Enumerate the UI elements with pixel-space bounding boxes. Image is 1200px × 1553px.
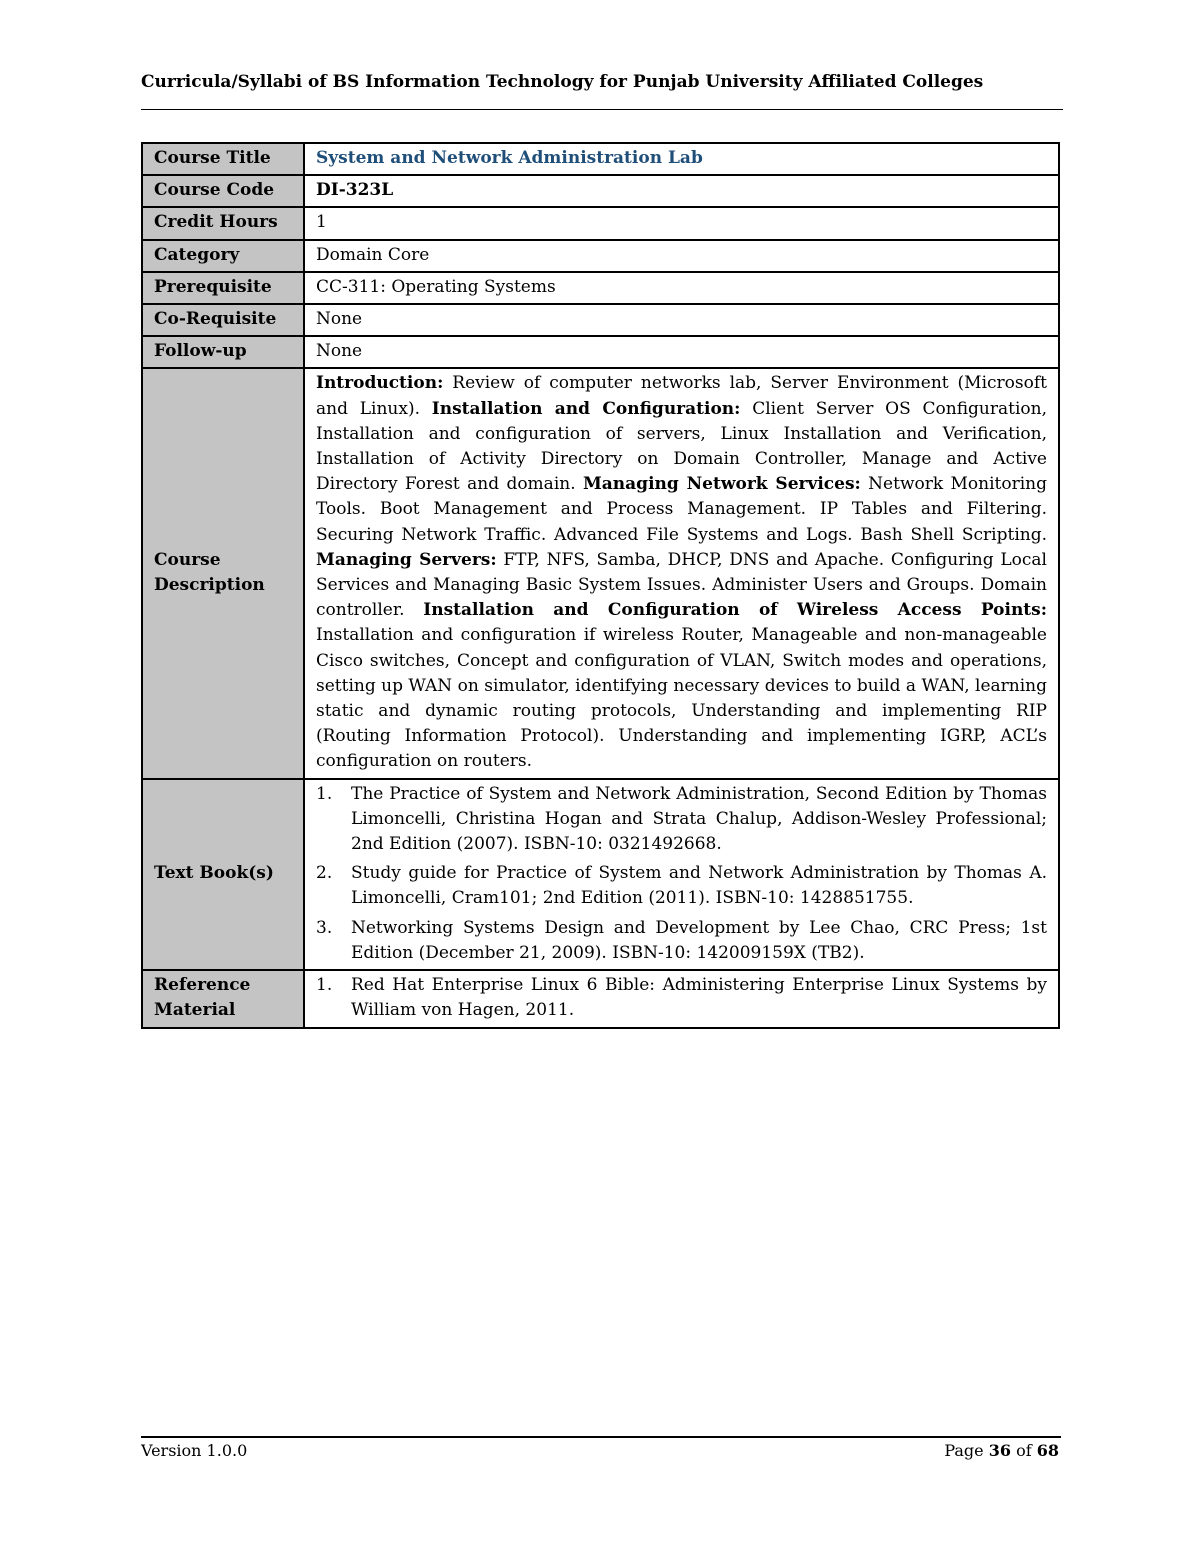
course-table: [141, 142, 1060, 1029]
course-code-value: DI-323L: [304, 175, 1059, 207]
text-books-value: [304, 779, 1059, 970]
table-row: [142, 336, 1059, 368]
desc-segment-bold: Managing Servers:: [316, 549, 497, 570]
credit-hours-value: 1: [304, 207, 1059, 239]
course-description-value: [304, 368, 1059, 778]
list-item-number: 1.: [316, 783, 333, 804]
list-item-number: 2.: [316, 863, 333, 884]
list-item: [316, 782, 1047, 858]
list-item-text: Networking Systems Design and Development by Lee Chao, CRC Press; 1st Edition (December 21, 2009). ISBN-10: 142009159X (TB2).: [351, 917, 1047, 963]
course-title-value: System and Network Administration Lab: [304, 143, 1059, 175]
course-description-label: Course Description: [142, 368, 304, 778]
footer-page-number: [944, 1441, 1059, 1460]
header-divider: [141, 109, 1063, 110]
category-value: Domain Core: [304, 240, 1059, 272]
desc-segment-bold: Managing Network Services:: [582, 474, 861, 495]
follow-up-label: Follow-up: [142, 336, 304, 368]
co-requisite-label: Co-Requisite: [142, 304, 304, 336]
table-row: [142, 240, 1059, 272]
desc-segment: Network Monitoring Tools. Boot Management and Process Management. IP Tables and Filtering. Securing Network Traffic. Advanced File Systems and Logs. Bash Shell Scripting.: [316, 474, 1048, 545]
desc-segment: FTP, NFS, Samba, DHCP, DNS and Apache. Configuring Local Services and Managing Basic System Issues. Administer Users and Groups. Domain controller.: [316, 549, 1047, 621]
footer-divider: [141, 1436, 1061, 1438]
list-item: [316, 973, 1047, 1023]
prerequisite-label: Prerequisite: [142, 272, 304, 304]
list-item-number: 1.: [316, 975, 333, 996]
desc-segment-bold: Installation and Configuration of Wireless Access Points:: [423, 600, 1048, 621]
list-item: [316, 861, 1047, 911]
course-title-label: Course Title: [142, 143, 304, 175]
list-item-text: Study guide for Practice of System and Network Administration by Thomas A. Limoncelli, Cram101; 2nd Edition (2011). ISBN-10: 1428851755.: [351, 863, 1047, 909]
credit-hours-label: Credit Hours: [142, 207, 304, 239]
table-row: [142, 143, 1059, 175]
follow-up-value: None: [304, 336, 1059, 368]
desc-segment-bold: Installation and Configuration:: [431, 398, 741, 419]
text-books-label: Text Book(s): [142, 779, 304, 970]
table-row: [142, 368, 1059, 778]
list-item-number: 3.: [316, 917, 333, 938]
reference-material-value: [304, 970, 1059, 1027]
table-row: [142, 175, 1059, 207]
reference-list: [316, 973, 1047, 1023]
reference-material-label: Reference Material: [142, 970, 304, 1027]
table-row: [142, 207, 1059, 239]
page-prefix: Page: [944, 1441, 984, 1460]
table-row: [142, 970, 1059, 1027]
category-label: Category: [142, 240, 304, 272]
course-code-label: Course Code: [142, 175, 304, 207]
table-row: [142, 304, 1059, 336]
co-requisite-value: None: [304, 304, 1059, 336]
list-item-text: Red Hat Enterprise Linux 6 Bible: Administering Enterprise Linux Systems by William von Hagen, 2011.: [351, 975, 1047, 1021]
footer-version: Version 1.0.0: [141, 1441, 248, 1460]
text-books-list: [316, 782, 1047, 966]
table-row: [142, 272, 1059, 304]
desc-segment: Client Server OS Configuration, Installation and configuration of servers, Linux Installation and Verification, Installation of Activity Directory on Domain Controller, Manage and Active Directory Forest and domain.: [316, 398, 1047, 495]
table-row: [142, 779, 1059, 970]
page-header: Curricula/Syllabi of BS Information Technology for Punjab University Affiliated Colleges: [141, 72, 984, 92]
list-item-text: The Practice of System and Network Administration, Second Edition by Thomas Limoncelli, Christina Hogan and Strata Chalup, Addison-Wesley Professional; 2nd Edition (2007). ISBN-10: 0321492668.: [351, 783, 1047, 855]
list-item: [316, 916, 1047, 966]
page-of: of: [1016, 1441, 1032, 1460]
page-total: 68: [1036, 1441, 1059, 1460]
desc-segment-bold: Introduction:: [316, 373, 444, 394]
page-current: 36: [988, 1441, 1011, 1460]
prerequisite-value: CC-311: Operating Systems: [304, 272, 1059, 304]
desc-segment: Review of computer networks lab, Server Environment (Microsoft and Linux).: [316, 373, 1047, 419]
desc-segment: Installation and configuration if wireless Router, Manageable and non-manageable Cisco switches, Concept and configuration of VLAN, Switch modes and operations, setting up WAN on simulator, identifying necessary devices to build a WAN, learning static and dynamic routing protocols, Understanding and implementing RIP (Routing Information Protocol). Understanding and implementing IGRP, ACL’s configuration on routers.: [316, 625, 1047, 772]
